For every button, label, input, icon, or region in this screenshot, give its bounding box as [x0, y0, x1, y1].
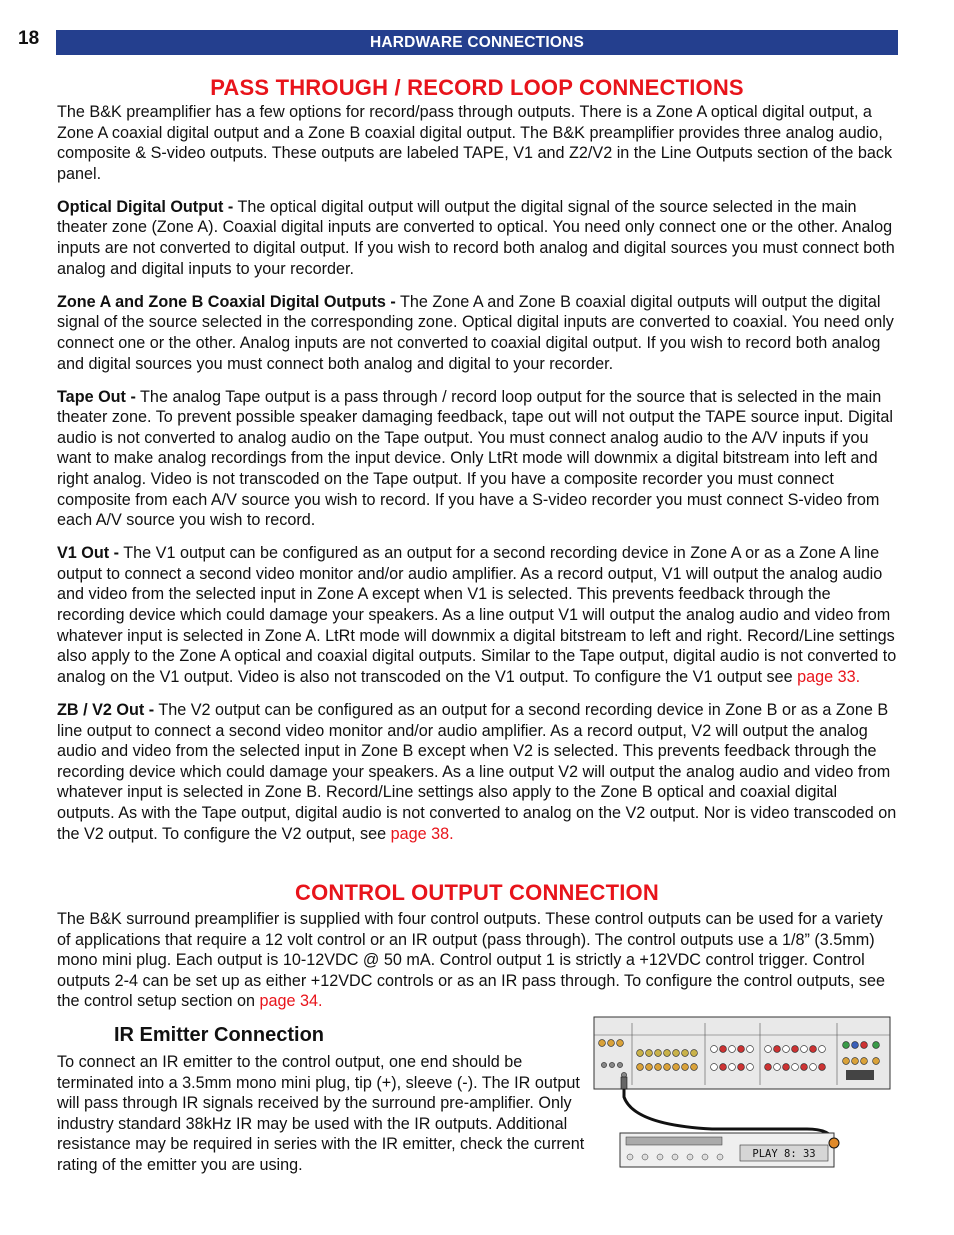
- tape-paragraph: [57, 387, 897, 531]
- v2-page-link[interactable]: page 38.: [390, 824, 454, 843]
- v2-text: The V2 output can be configured as an output for a second recording device in Zone B or as a Zone B line output to connect a second video monitor and/or audio amplifier. As a record output, V2 will output the analog audio and video from the selected input in Zone B except when V2 is selected. This prevents feedback through the recording device which could damage your speakers. As a line output V2 will output the analog audio and video from whatever input is selected in Zone B. Record/Line settings also apply to the Zone B optical and coaxial digital outputs. As with the Tape output, digital audio is not converted to analog on the V2 output. Nor is video transcoded on the V2 output. To configure the V2 output, see: [57, 700, 897, 843]
- recorder-display-text: PLAY 8: 33: [752, 1148, 816, 1160]
- section-header-bar: [56, 30, 898, 55]
- page-number: 18: [18, 28, 40, 49]
- serial-port: [846, 1070, 874, 1080]
- control-page-link[interactable]: page 34.: [259, 992, 323, 1011]
- optical-paragraph: [57, 197, 897, 279]
- v2-lead: ZB / V2 Out -: [57, 700, 155, 719]
- coaxial-lead: Zone A and Zone B Coaxial Digital Outputs -: [57, 292, 396, 311]
- v2-paragraph: [57, 700, 897, 844]
- tape-text: The analog Tape output is a pass through / record loop output for the source that is selected in the main theater zone. To prevent possible speaker damaging feedback, tape out will not output the TAPE source input. Digital audio is not converted to analog audio on the Tape output. You must connect analog audio to the A/V inputs if you want to make analog recordings from the input device. Only LtRt mode will downmix a digital bitstream into left and right analog. Video is not transcoded on the Tape output. If you have a composite recorder you must connect composite from each A/V source you wish to record. If you have a S-video recorder you must connect S-video from each A/V source you wish to record.: [57, 387, 893, 530]
- coaxial-paragraph: [57, 292, 897, 374]
- ir-connection-figure: [592, 1015, 897, 1171]
- section-header-title: HARDWARE CONNECTIONS: [369, 33, 585, 51]
- control-output-paragraph: [57, 909, 897, 1012]
- mini-plug: [621, 1077, 627, 1089]
- pass-through-heading: PASS THROUGH / RECORD LOOP CONNECTIONS: [210, 75, 744, 100]
- disc-tray: [626, 1137, 722, 1145]
- control-output-heading: CONTROL OUTPUT CONNECTION: [295, 880, 659, 905]
- ir-emitter-heading: IR Emitter Connection: [114, 1024, 325, 1046]
- v1-page-link[interactable]: page 33.: [797, 667, 861, 686]
- optical-text: The optical digital output will output the digital signal of the source selected in the main theater zone (Zone A). Coaxial digital inputs are converted to optical. You need only connect one or the other. Analog inputs are not converted to digital output. If you wish to record both analog and digital sources you must connect both analog and digital inputs to your recorder.: [57, 197, 895, 278]
- pass-through-body: [57, 102, 897, 857]
- control-output-text: The B&K surround preamplifier is supplied with four control outputs. These control outputs can be used for a variety of applications that require a 12 volt control or an IR output (pass through). The control outputs use a 1/8” (3.5mm) mono mini plug. Each output is 10-12VDC @ 50 mA. Control output 1 is strictly a +12VDC control trigger. Control outputs 2-4 can be set up as either +12VDC controls or as an IR pass through. To configure the control outputs, see the control setup section on: [57, 910, 886, 1011]
- ir-emitter-paragraph: To connect an IR emitter to the control output, one end should be terminated into a 3.5mm mono mini plug, tip (+), sleeve (-). The IR output will pass through IR signals received by the surround pre-amplifier. Only industry standard 38kHz IR may be used with the IR outputs. Additional resistance may be required in series with the IR emitter, check the current rating of the emitter you are using.: [57, 1053, 585, 1174]
- v1-text: The V1 output can be configured as an output for a second recording device in Zone A or as a Zone A line output to connect a second video monitor and/or audio amplifier. As a record output, V1 will output the analog audio and video from the selected input in Zone A except when V1 is selected. This prevents feedback through the recording device which could damage your speakers. As a line output V1 will output the analog audio and video from whatever input is selected in Zone A. LtRt mode will downmix a digital bitstream to left and right. Record/Line settings also apply to the Zone A optical and coaxial digital outputs. Similar to the Tape output, digital audio is not converted to analog on the V1 output. Video is also not transcoded on the V1 output. To configure the V1 output see: [57, 544, 897, 686]
- control-output-body: [57, 909, 897, 1024]
- ir-emitter: [829, 1138, 839, 1148]
- ir-connection-illustration: [592, 1015, 897, 1171]
- coaxial-text: The Zone A and Zone B coaxial digital outputs will output the digital signal of the source selected in the corresponding zone. Optical digital inputs are converted to coaxial. You need only connect one or the other. Analog inputs are not converted to coaxial digital output. If you wish to record both analog and digital sources you must connect both analog and digital to your recorder.: [57, 292, 894, 373]
- v1-paragraph: [57, 543, 897, 687]
- optical-lead: Optical Digital Output -: [57, 197, 234, 216]
- pass-through-intro: The B&K preamplifier has a few options for record/pass through outputs. There is a Zone A optical digital output, a Zone A coaxial digital output and a Zone B coaxial digital output. The B&K preamplifier provides three analog audio, composite & S-video outputs. These outputs are labeled TAPE, V1 and Z2/V2 in the Line Outputs section of the back panel.: [57, 103, 893, 183]
- v1-lead: V1 Out -: [57, 544, 120, 563]
- tape-lead: Tape Out -: [57, 387, 136, 406]
